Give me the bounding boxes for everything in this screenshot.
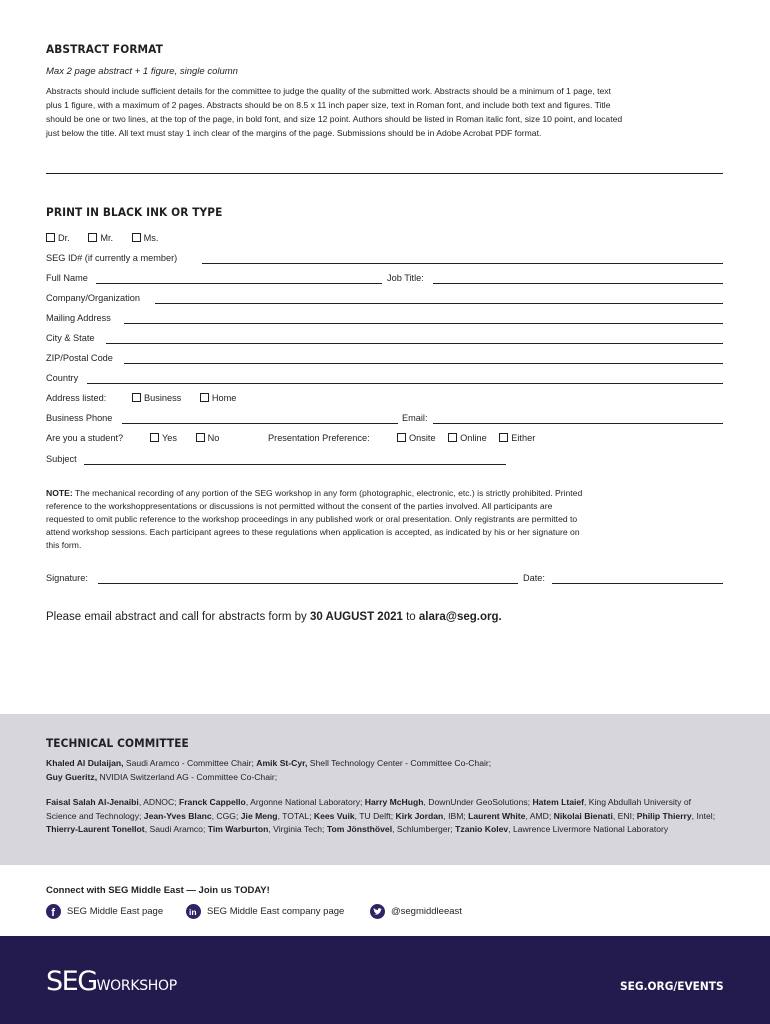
seg-id-field[interactable] [202,263,723,264]
note-paragraph [46,487,736,552]
member-affiliation: , ADNOC; [138,797,179,807]
member-name: Tom Jönsthövel [326,824,393,834]
note-line: The mechanical recording of any portion of the SEG workshop in any form (photographic, electronic, etc.) is strictly prohibited. Printed [72,488,583,498]
zip-label: ZIP/Postal Code [46,353,113,363]
address-home-checkbox[interactable] [200,393,237,403]
twitter-link[interactable] [370,904,462,919]
member-affiliation: , Saudi Aramco; [144,824,208,834]
email-field[interactable] [433,423,723,424]
email-label: Email: [402,413,428,423]
member-name: Hatem Ltaief [532,797,585,807]
member-name: Jean-Yves Blanc [143,810,212,821]
student-yes-checkbox[interactable] [150,433,177,443]
checkbox-icon [397,433,406,442]
note-line: reference to the workshoppresentations or discussions is not permitted without the consent of the parties involved. All participants are [46,501,553,511]
twitter-link-label: @segmiddleeast [391,906,462,917]
zip-field[interactable] [124,363,723,364]
checkbox-icon [88,233,97,242]
address-home-label: Home [211,393,237,403]
presentation-onsite-label: Onsite [409,433,436,443]
committee-section [0,714,770,865]
member-name: Harry McHugh [364,797,424,807]
student-label: Are you a student? [46,433,124,443]
chair-affiliation: Shell Technology Center - Committee Co-Chair; [307,758,492,768]
member-affiliation: , TU Delft; [354,810,396,821]
chair-affiliation: Saudi Aramco - Committee Chair; [123,758,257,768]
student-yes-label: Yes [162,433,177,443]
connect-heading: Connect with SEG Middle East — Join us TODAY! [46,885,270,896]
facebook-link[interactable] [46,904,163,919]
address-business-label: Business [144,393,182,403]
title-ms-label: Ms. [143,233,159,243]
member-affiliation: , AMD; [525,810,554,821]
seg-workshop-logo [46,966,177,997]
member-name: Franck Cappello [178,797,246,807]
note-line: this form. [46,540,82,550]
submission-instructions [46,611,502,623]
city-state-label: City & State [46,333,95,343]
checkbox-icon [132,233,141,242]
full-name-label: Full Name [46,273,88,283]
student-options [150,433,219,443]
member-name: Kirk Jordan [395,810,444,821]
committee-heading: TECHNICAL COMMITTEE [46,736,189,750]
member-name: Faisal Salah Al-Jenaibi [46,797,139,807]
date-field[interactable] [552,583,723,584]
submission-deadline: 30 AUGUST 2021 [309,611,403,623]
country-label: Country [46,373,79,383]
checkbox-icon [196,433,205,442]
checkbox-icon [448,433,457,442]
abstract-subheading: Max 2 page abstract + 1 figure, single column [46,66,238,77]
signature-field[interactable] [98,583,518,584]
presentation-preference-label: Presentation Preference: [268,433,370,443]
mailing-address-label: Mailing Address [46,313,111,323]
date-label: Date: [523,573,545,583]
subject-field[interactable] [84,464,506,465]
member-name: Thierry-Laurent Tonellot [46,824,145,834]
title-dr-checkbox[interactable] [46,233,70,243]
business-phone-label: Business Phone [46,413,113,423]
member-affiliation: , IBM; [443,810,469,821]
member-name: Philip Thierry [636,810,692,821]
presentation-onsite-checkbox[interactable] [397,433,436,443]
presentation-options [397,433,535,443]
checkbox-icon [46,233,55,242]
member-affiliation: , Lawrence Livermore National Laboratory [508,824,669,834]
member-affiliation: , TOTAL; [277,810,314,821]
member-affiliation: , Intel; [691,810,716,821]
member-affiliation: , ENI; [612,810,637,821]
title-dr-label: Dr. [58,233,70,243]
linkedin-link-label: SEG Middle East company page [207,906,345,917]
section-divider [46,173,723,174]
submission-email-link[interactable]: alara@seg.org. [418,611,502,623]
title-mr-label: Mr. [100,233,114,243]
linkedin-icon [186,904,201,919]
committee-chairs [46,757,726,784]
member-affiliation: , CGG; [211,810,241,821]
student-no-checkbox[interactable] [196,433,220,443]
checkbox-icon [132,393,141,402]
member-name: Tim Warburton [207,824,269,834]
member-name: Laurent White [468,810,526,821]
abstract-heading: ABSTRACT FORMAT [46,42,163,56]
signature-label: Signature: [46,573,88,583]
abstract-body [46,84,726,140]
events-url-link[interactable]: SEG.ORG/EVENTS [620,979,724,993]
title-ms-checkbox[interactable] [132,233,159,243]
chair-name: Amik St-Cyr, [256,758,308,768]
full-name-field[interactable] [96,283,382,284]
logo-seg-text: SEG [46,966,97,997]
checkbox-icon [150,433,159,442]
abstract-body-line: plus 1 figure, with a maximum of 2 pages. Abstracts should be on 8.5 x 11 inch paper size, text in Roman font, and include both text and figures. Title [46,100,611,110]
presentation-either-checkbox[interactable] [499,433,535,443]
svg-text:f: f [51,907,55,919]
country-field[interactable] [87,383,723,384]
facebook-icon [46,904,61,919]
member-name: Jie Meng [240,810,278,821]
address-options [132,393,236,403]
footer-band [0,936,770,1024]
job-title-field[interactable] [433,283,723,284]
abstract-body-line: Abstracts should include sufficient details for the committee to judge the quality of the submitted work. Abstracts should be a minimum of 1 page, text [46,86,611,96]
member-affiliation: , Virginia Tech; [268,824,327,834]
note-line: attend workshop sessions. Each participant agrees to these regulations when application is accepted, as indicated by his or her signature on [46,527,580,537]
member-name: Nikolai Bienati [553,810,613,821]
mailing-address-field[interactable] [124,323,723,324]
address-listed-label: Address listed: [46,393,107,403]
title-mr-checkbox[interactable] [88,233,113,243]
chair-affiliation: NVIDIA Switzerland AG - Committee Co-Chair; [97,771,278,782]
title-options [46,233,158,243]
member-affiliation: , King Abdullah University of Science and Technology; [46,797,692,821]
student-no-label: No [207,433,220,443]
submission-text-mid: to [402,611,419,623]
presentation-online-checkbox[interactable] [448,433,487,443]
checkbox-icon [499,433,508,442]
member-name: Tzanio Kolev [455,824,509,834]
chair-name: Khaled Al Dulaijan, [46,758,124,768]
member-affiliation: , DownUnder GeoSolutions; [423,797,533,807]
svg-text:in: in [189,907,197,917]
logo-workshop-text: WORKSHOP [96,978,177,994]
checkbox-icon [200,393,209,402]
city-state-field[interactable] [106,343,723,344]
twitter-icon [370,904,385,919]
presentation-online-label: Online [460,433,487,443]
company-field[interactable] [155,303,723,304]
business-phone-field[interactable] [122,423,398,424]
linkedin-link[interactable] [186,904,344,919]
chair-name: Guy Gueritz, [46,771,98,782]
company-label: Company/Organization [46,293,140,303]
note-line: requested to omit public reference to the workshop proceedings in any published work or oral presentation. Only registrants are permitted to [46,514,578,524]
member-affiliation: , Schlumberger; [392,824,456,834]
presentation-either-label: Either [511,433,536,443]
facebook-link-label: SEG Middle East page [67,906,164,917]
abstract-body-line: should be one or two lines, at the top of the page, in bold font, and size 12 point. Authors should be listed in Roman italic font, size 10 point, and located [46,114,623,124]
submission-text: Please email abstract and call for abstracts form by [46,611,310,623]
subject-label: Subject [46,454,77,464]
job-title-label: Job Title: [387,273,424,283]
seg-id-label: SEG ID# (if currently a member) [46,253,178,263]
member-name: Kees Vuik [313,810,355,821]
form-heading: PRINT IN BLACK INK OR TYPE [46,205,223,219]
committee-members [46,796,722,837]
address-business-checkbox[interactable] [132,393,181,403]
note-prefix: NOTE: [46,488,73,498]
member-affiliation: , Argonne National Laboratory; [245,797,365,807]
abstract-body-line: just below the title. All text must stay 1 inch clear of the margins of the page. Submissions should be in Adobe Acrobat PDF format. [46,128,542,138]
